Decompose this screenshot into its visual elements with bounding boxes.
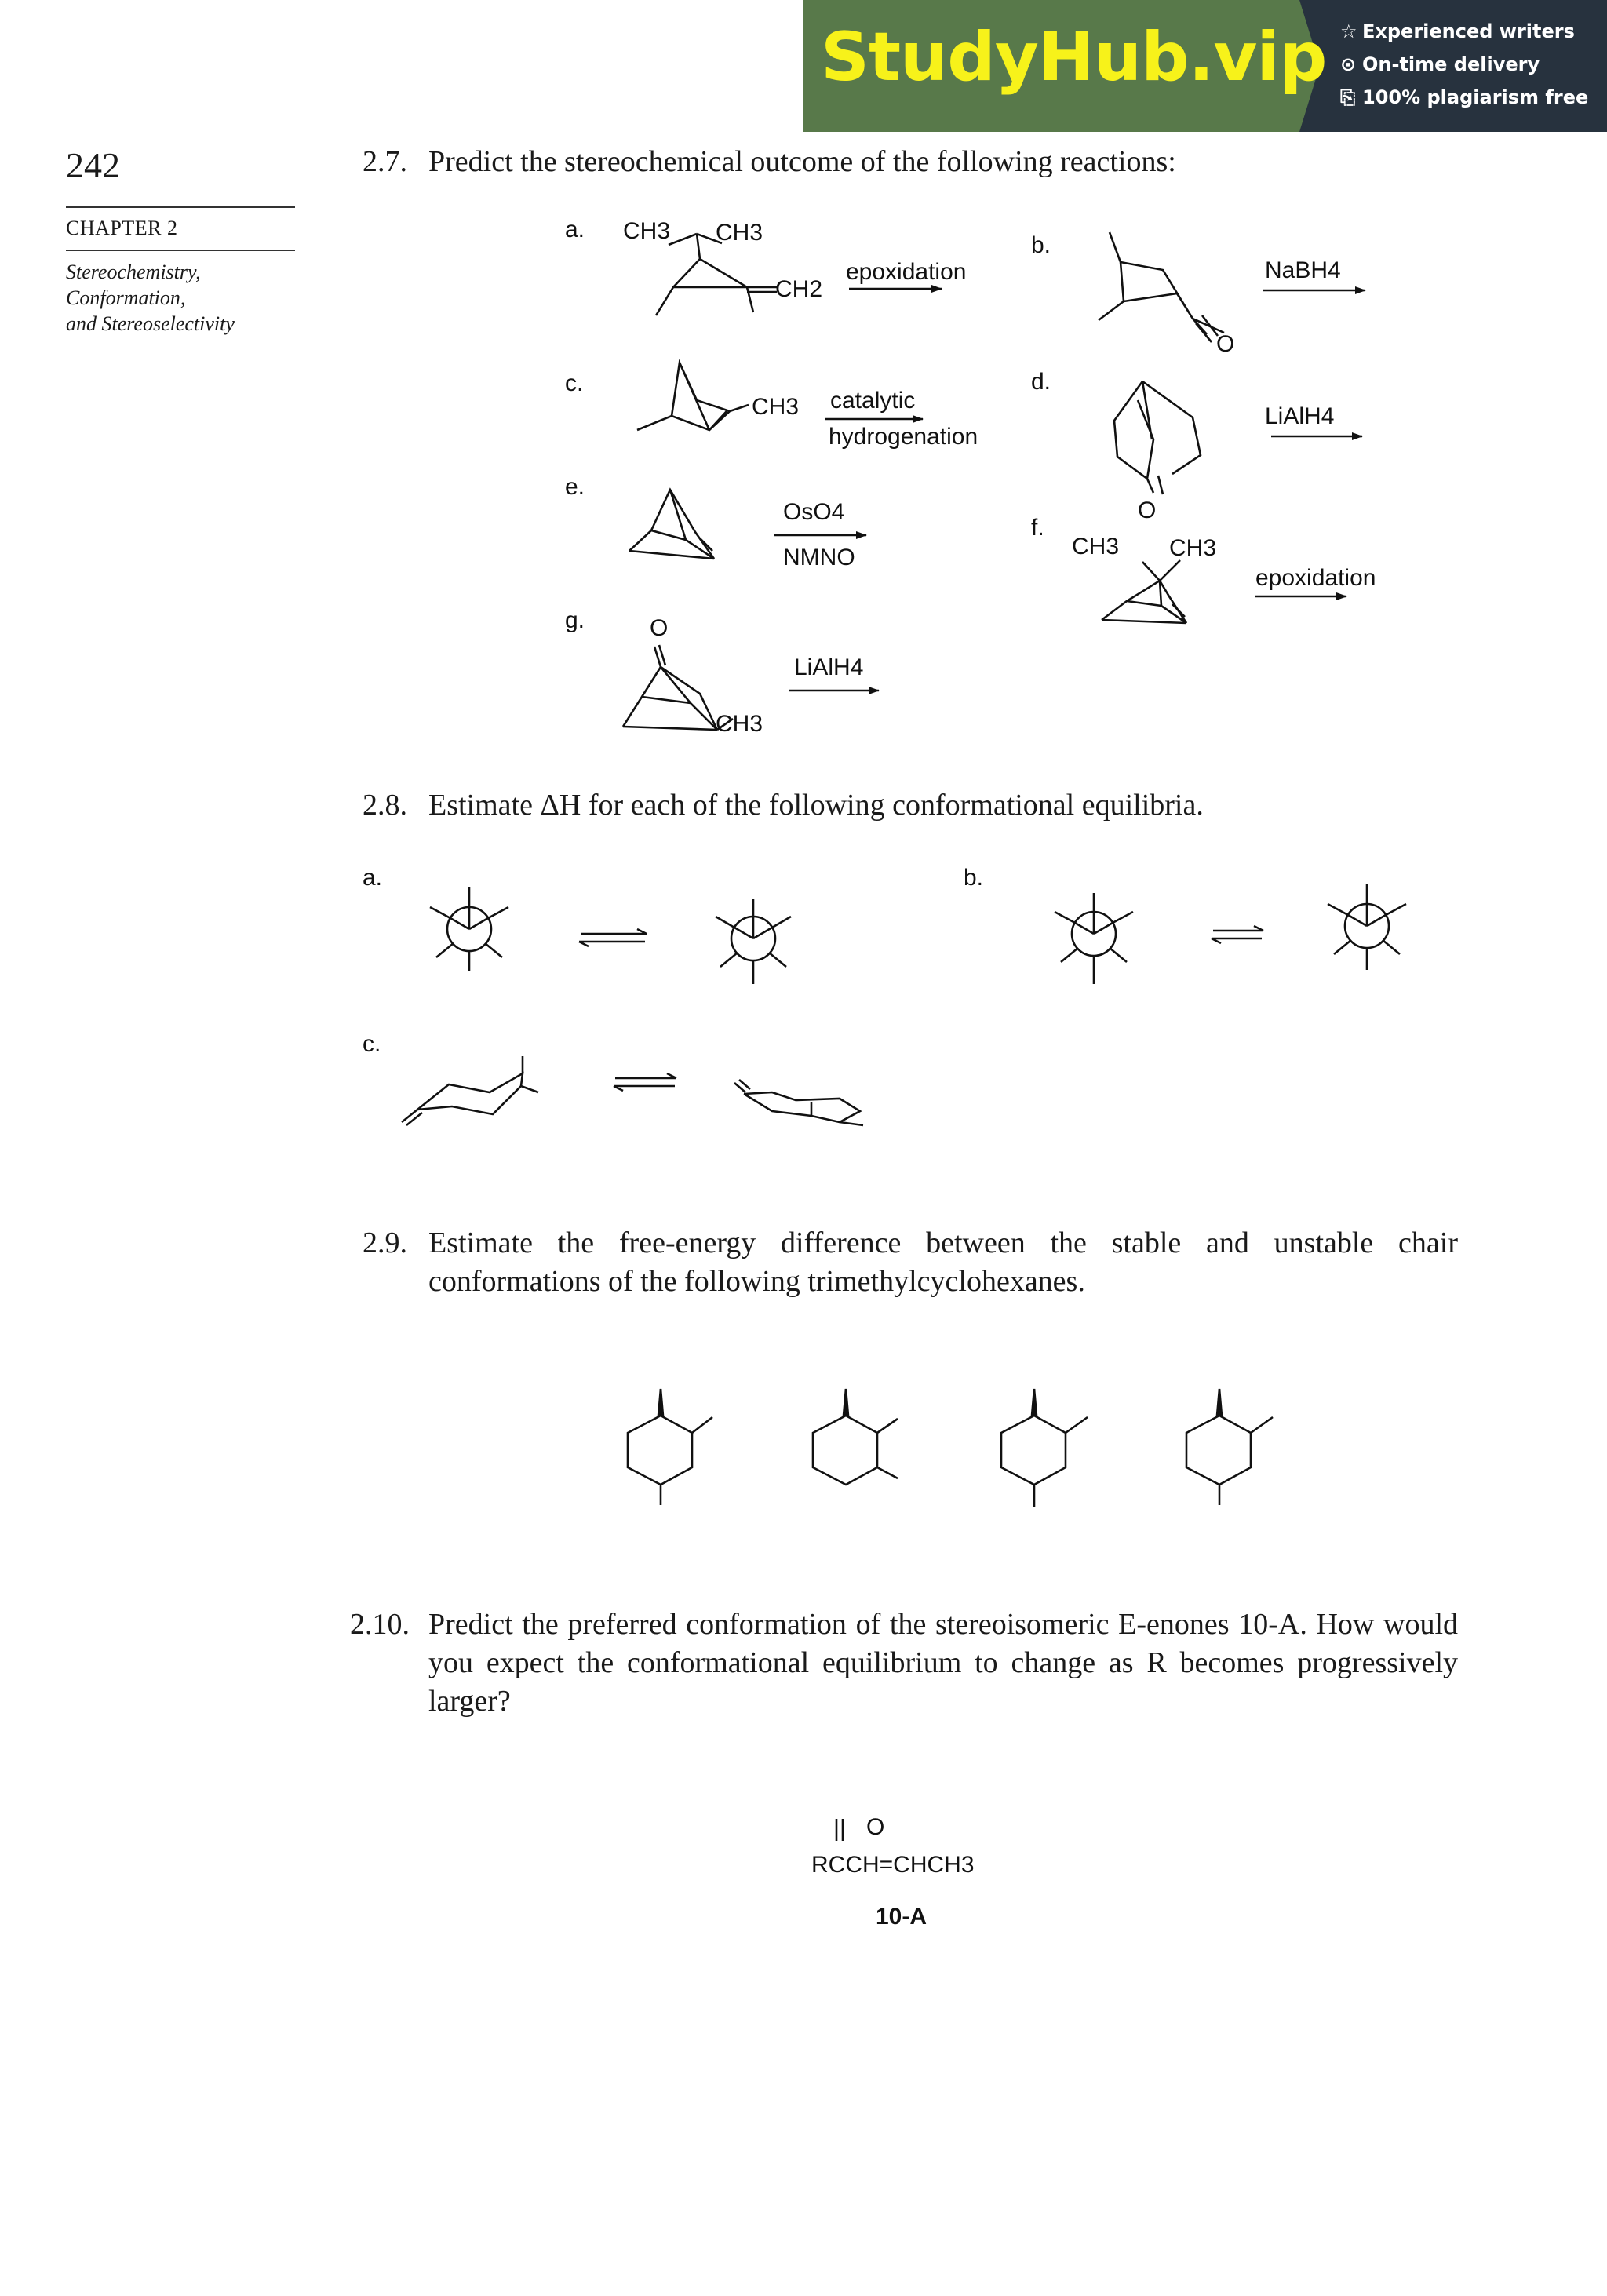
- label-ch3: CH3: [752, 394, 800, 420]
- page-number: 242: [66, 145, 120, 185]
- cyclohexane-2-9-4: [1186, 1389, 1273, 1505]
- label-o: O: [1138, 497, 1157, 523]
- question-number: 2.8.: [363, 789, 407, 822]
- label-ch3: CH3: [1169, 535, 1217, 561]
- question-text: Predict the preferred conformation of the stereoisomeric E-enones 10-A. How would you expect the conformational equilibrium to change as R becomes progressively larger?: [428, 1608, 1458, 1718]
- formula-10a: RCCH=CHCH3: [811, 1852, 975, 1878]
- reagent-lialh4: LiAlH4: [794, 654, 864, 680]
- reagent-catalytic: catalytic: [830, 388, 916, 414]
- equilibrium-arrows-2-8b: [1212, 926, 1263, 943]
- reagent-hydrogenation: hydrogenation: [829, 424, 978, 450]
- running-title: Stereochemistry, Conformation, and Stereoselectivity: [66, 261, 235, 335]
- part-label-f: f.: [1031, 515, 1044, 541]
- part-label-e: e.: [565, 474, 585, 500]
- label-ch3: CH3: [1072, 534, 1120, 559]
- reagent-epoxidation: epoxidation: [1255, 565, 1376, 591]
- feature-plagiarism-free: ⎘ 100% plagiarism free: [1340, 86, 1589, 108]
- label-10a-o: O: [866, 1814, 885, 1840]
- reagent-lialh4: LiAlH4: [1265, 403, 1335, 429]
- label-ch3: CH3: [623, 218, 671, 244]
- star-icon: ☆: [1340, 20, 1357, 42]
- label-o: O: [1216, 331, 1235, 357]
- reagent-oso4: OsO4: [783, 499, 845, 525]
- structure-2-7d: [1114, 381, 1362, 494]
- chair-2-8c-left: [402, 1056, 538, 1125]
- question-number: 2.7.: [363, 145, 407, 178]
- newman-2-8a-left: [430, 887, 508, 971]
- document-icon: ⎘: [1340, 86, 1356, 108]
- part-label-a: a.: [363, 865, 383, 891]
- label-o: O: [650, 615, 669, 641]
- reagent-epoxidation: epoxidation: [846, 259, 967, 285]
- compound-label-10a: 10-A: [876, 1904, 927, 1930]
- cyclohexane-2-9-1: [628, 1389, 712, 1505]
- chapter-label: CHAPTER 2: [66, 217, 178, 239]
- chair-2-8c-right: [734, 1080, 863, 1125]
- question-text: Predict the stereochemical outcome of the following reactions:: [428, 145, 1176, 178]
- label-ch2: CH2: [775, 276, 823, 302]
- question-2-10: [350, 1605, 1458, 1721]
- label-ch3: CH3: [716, 220, 763, 246]
- newman-2-8a-right: [716, 899, 791, 984]
- reagent-nabh4: NaBH4: [1265, 257, 1341, 283]
- structure-2-7b: [1099, 232, 1365, 342]
- question-2-8: [363, 786, 1458, 825]
- equilibrium-arrows-2-8c: [614, 1073, 676, 1091]
- structure-10-a: [836, 1819, 843, 1841]
- part-label-c: c.: [565, 370, 584, 396]
- cyclohexane-2-9-3: [1001, 1389, 1088, 1507]
- clock-icon: ⊙: [1340, 53, 1357, 75]
- reagent-nmno: NMNO: [783, 545, 855, 570]
- question-number: 2.10.: [350, 1608, 410, 1641]
- studyhub-logo[interactable]: StudyHub.vip: [821, 18, 1327, 97]
- cyclohexane-2-9-2: [813, 1389, 898, 1485]
- part-label-g: g.: [565, 607, 585, 633]
- question-2-9: [363, 1224, 1458, 1301]
- equilibrium-arrows-2-8a: [579, 929, 647, 946]
- question-text: Estimate ΔH for each of the following conformational equilibria.: [428, 789, 1204, 822]
- part-label-b: b.: [964, 865, 984, 891]
- newman-2-8b-right: [1328, 884, 1406, 970]
- part-label-c: c.: [363, 1031, 381, 1057]
- feature-experienced-writers: ☆ Experienced writers: [1340, 20, 1575, 42]
- newman-2-8b-left: [1055, 893, 1133, 984]
- feature-on-time-delivery: ⊙ On-time delivery: [1340, 53, 1540, 75]
- question-text: Estimate the free-energy difference between the stable and unstable chair conformations of the following trimethylcyclohexanes.: [428, 1226, 1458, 1298]
- part-label-b: b.: [1031, 232, 1051, 258]
- question-number: 2.9.: [363, 1226, 407, 1259]
- part-label-d: d.: [1031, 369, 1051, 395]
- label-ch3: CH3: [716, 711, 763, 737]
- part-label-a: a.: [565, 217, 585, 242]
